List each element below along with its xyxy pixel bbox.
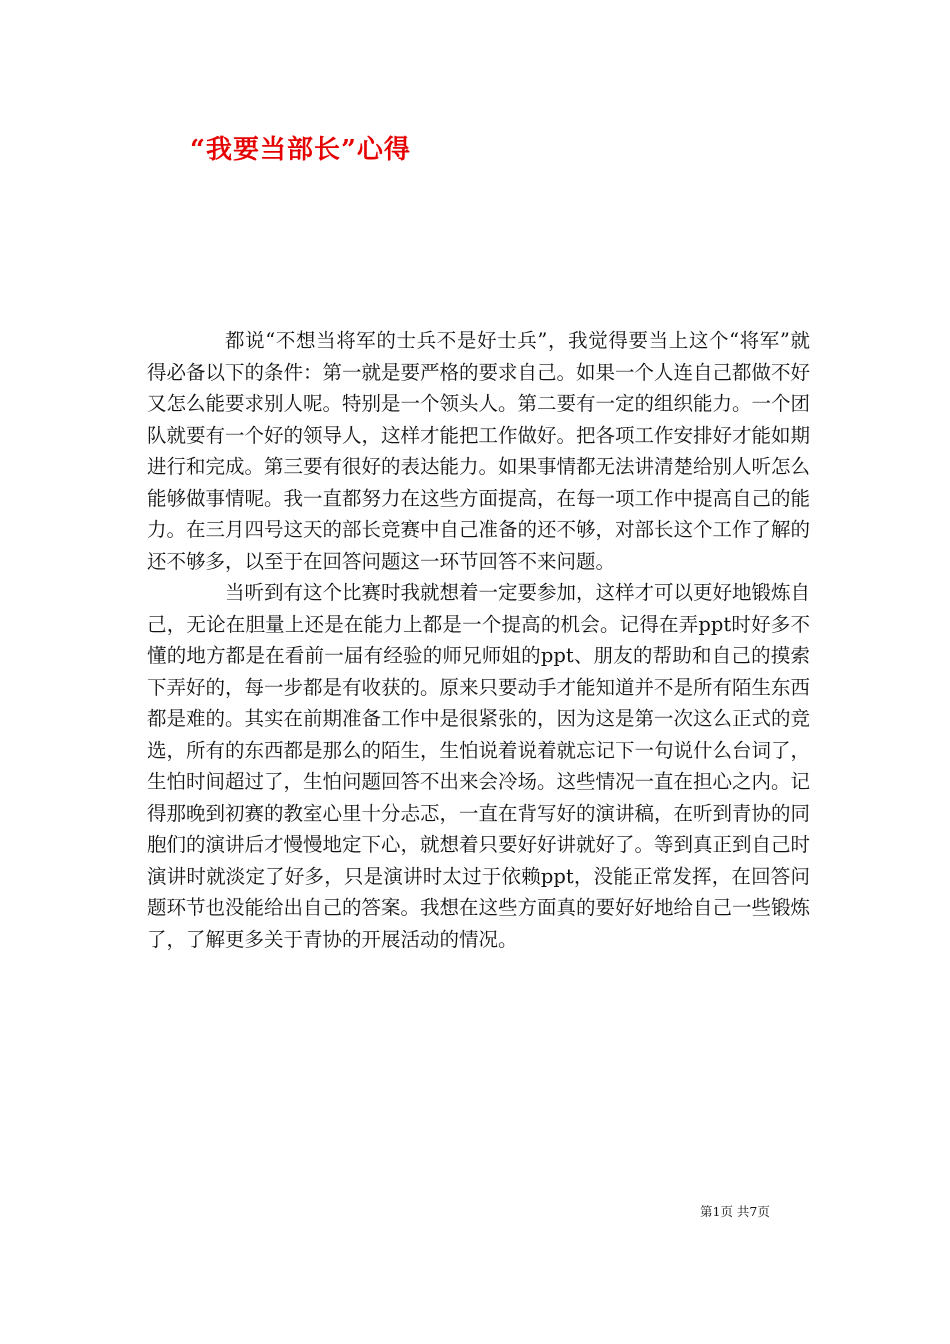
document-title: “我要当部长”心得 xyxy=(190,135,411,165)
page-number-footer: 第1页 共7页 xyxy=(700,1204,770,1219)
paragraph-2: 当听到有这个比赛时我就想着一定要参加，这样才可以更好地锻炼自己，无论在胆量上还是在能力上都是一个提高的机会。记得在弄ppt时好多不懂的地方都是在看前一届有经验的师兄师姐的ppt、朋友的帮助和自己的摸索下弄好的，每一步都是有收获的。原来只要动手才能知道并不是所有陌生东西都是难的。其实在前期准备工作中是很紧张的，因为这是第一次这么正式的竞选，所有的东西都是那么的陌生，生怕说着说着就忘记下一句说什么台词了，生怕时间超过了，生怕问题回答不出来会冷场。这些情况一直在担心之内。记得那晚到初赛的教室心里十分忐忑，一直在背写好的演讲稿，在听到青协的同胞们的演讲后才慢慢地定下心，就想着只要好好讲就好了。等到真正到自己时演讲时就淡定了好多，只是演讲时太过于依赖ppt，没能正常发挥，在回答问题环节也没能给出自己的答案。我想在这些方面真的要好好地给自己一些锻炼了，了解更多关于青协的开展活动的情况。 xyxy=(147,581,811,951)
paragraph-1: 都说“不想当将军的士兵不是好士兵”，我觉得要当上这个“将军”就得必备以下的条件：第一就是要严格的要求自己。如果一个人连自己都做不好又怎么能要求别人呢。特别是一个领头人。第二要有一定的组织能力。一个团队就要有一个好的领导人，这样才能把工作做好。把各项工作安排好才能如期进行和完成。第三要有很好的表达能力。如果事情都无法讲清楚给别人听怎么能够做事情呢。我一直都努力在这些方面提高，在每一项工作中提高自己的能力。在三月四号这天的部长竞赛中自己准备的还不够，对部长这个工作了解的还不够多，以至于在回答问题这一环节回答不来问题。 xyxy=(147,329,811,573)
document-body xyxy=(147,325,810,955)
